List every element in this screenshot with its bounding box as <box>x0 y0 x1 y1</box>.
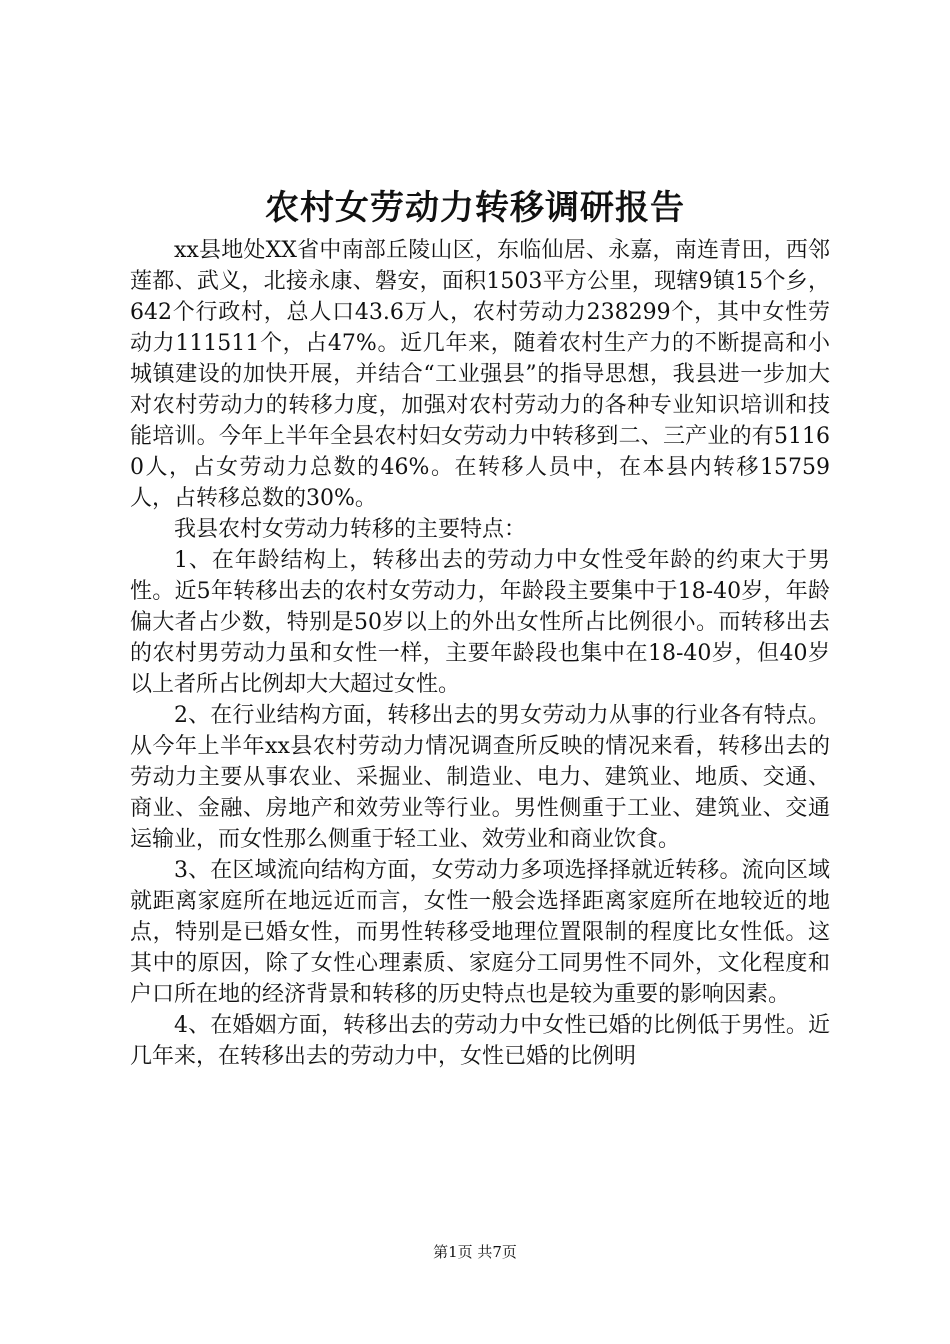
paragraph-intro: xx县地处XX省中南部丘陵山区，东临仙居、永嘉，南连青田，西邻莲都、武义，北接永康、磐安，面积1503平方公里，现辖9镇15个乡，642个行政村，总人口43.6万人，农村劳动力238299个，其中女性劳动力111511个，占47%。近几年来，随着农村生产力的不断提高和小城镇建设的加快开展，并结合“工业强县”的指导思想，我县进一步加大对农村劳动力的转移力度，加强对农村劳动力的各种专业知识培训和技能培训。今年上半年全县农村妇女劳动力中转移到二、三产业的有51160人，占女劳动力总数的46%。在转移人员中，在本县内转移15759人，占转移总数的30%。 <box>130 238 830 511</box>
paragraph-age-structure: 1、在年龄结构上，转移出去的劳动力中女性受年龄的约束大于男性。近5年转移出去的农村女劳动力，年龄段主要集中于18-40岁，年龄偏大者占少数，特别是50岁以上的外出女性所占比例很小。而转移出去的农村男劳动力虽和女性一样，主要年龄段也集中在18-40岁，但40岁以上者所占比例却大大超过女性。 <box>130 548 830 697</box>
page-footer: 第1页 共7页 <box>433 1243 517 1261</box>
paragraph-marriage: 4、在婚姻方面，转移出去的劳动力中女性已婚的比例低于男性。近几年来，在转移出去的劳动力中，女性已婚的比例明 <box>130 1013 830 1069</box>
document-body <box>130 235 830 1072</box>
document-title: 农村女劳动力转移调研报告 <box>265 188 685 228</box>
paragraph-features-heading: 我县农村女劳动力转移的主要特点： <box>174 517 527 542</box>
paragraph-regional-flow: 3、在区域流向结构方面，女劳动力多项选择择就近转移。流向区域就距离家庭所在地远近而言，女性一般会选择距离家庭所在地较近的地点，特别是已婚女性，而男性转移受地理位置限制的程度比女性低。这其中的原因，除了女性心理素质、家庭分工同男性不同外，文化程度和户口所在地的经济背景和转移的历史特点也是较为重要的影响因素。 <box>130 858 830 1007</box>
paragraph-industry-structure: 2、在行业结构方面，转移出去的男女劳动力从事的行业各有特点。从今年上半年xx县农村劳动力情况调查所反映的情况来看，转移出去的劳动力主要从事农业、采掘业、制造业、电力、建筑业、地质、交通、商业、金融、房地产和效劳业等行业。男性侧重于工业、建筑业、交通运输业，而女性那么侧重于轻工业、效劳业和商业饮食。 <box>130 703 830 852</box>
